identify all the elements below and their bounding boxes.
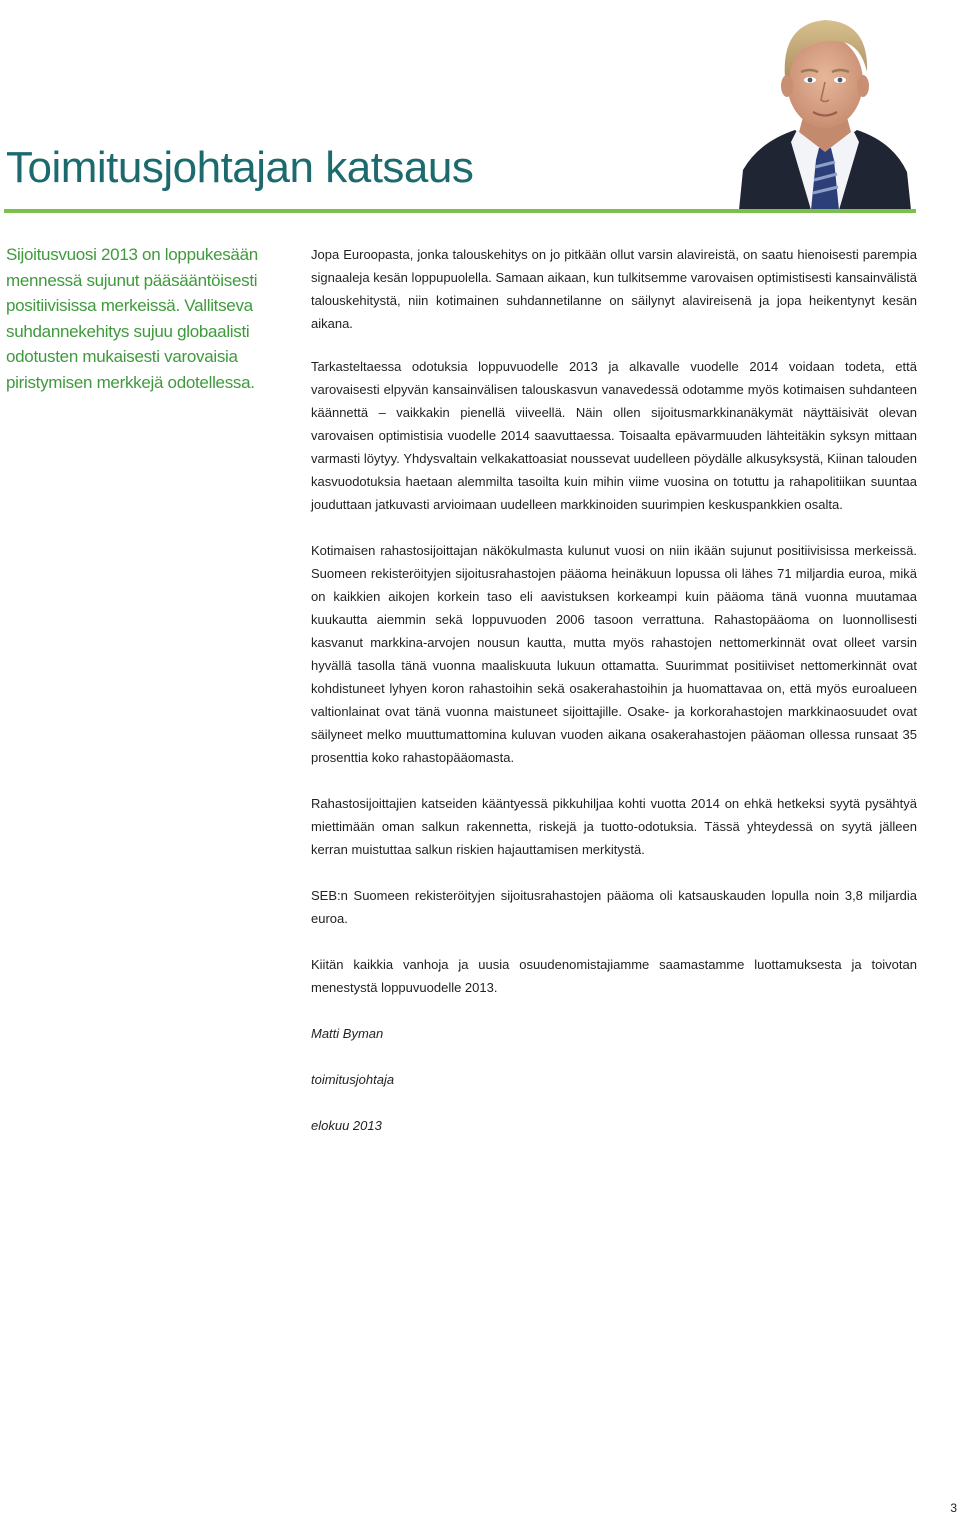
body-paragraph: SEB:n Suomeen rekisteröityjen sijoitusrahastojen pääoma oli katsauskauden lopulla noin 3,8 miljardia euroa. — [311, 888, 917, 926]
body-paragraph: Rahastosijoittajien katseiden kääntyessä pikkuhiljaa kohti vuotta 2014 on ehkä hetkeksi syytä pysähtyä miettimään oman salkun rakennetta, riskejä ja tuotto-odotuksia. Tässä yhteydessä on syytä jälleen kerran muistuttaa salkun riskien hajauttamisen merkitystä. — [311, 796, 917, 857]
signature-name: Matti Byman — [311, 1026, 384, 1041]
signature-role: toimitusjohtaja — [311, 1072, 395, 1087]
header-divider — [4, 209, 916, 213]
article-body — [311, 243, 917, 1160]
lead-quote: Sijoitusvuosi 2013 on loppukesään mennessä sujunut pääsääntöisesti positiivisissa merkeissä. Vallitseva suhdannekehitys sujuu globaalisti odotusten mukaisesti varovaisia piristymisen merkkejä odotellessa. — [6, 245, 258, 392]
page-title: Toimitusjohtajan katsaus — [6, 143, 474, 192]
body-paragraph: Jopa Euroopasta, jonka talouskehitys on jo pitkään ollut varsin alavireistä, on saatu hienoisesti parempia signaaleja kesän loppupuolella. Samaan aikaan, kun tulkitsemme varovaisen optimistisesti kansainvälistä talouskehitystä, niin kotimainen suhdannetilanne on säilynyt alavireisenä ja jopa heikentynyt kesän aikana. — [311, 247, 917, 331]
page-number: 3 — [950, 1501, 957, 1515]
ceo-portrait-image — [739, 2, 911, 210]
body-paragraph: Kotimaisen rahastosijoittajan näkökulmasta kulunut vuosi on niin ikään sujunut positiivisissa merkeissä. Suomeen rekisteröityjen sijoitusrahastojen pääoma heinäkuun lopussa oli lähes 71 miljardia euroa, mikä on kaikkien aikojen korkein taso eli aavistuksen korkeampi kuin pääoma tänä vuonna muutamaa kuukautta aiemmin sekä loppuvuoden 2006 tasoon verrattuna. Rahastopääoma on luonnollisesti kasvanut markkina-arvojen nousun kautta, mutta myös rahastojen nettomerkinnät ovat olleet varsin hyvällä tasolla tänä vuonna maaliskuuta lukuun ottamatta. Suurimmat positiiviset nettomerkinnät ovat kohdistuneet lyhyen koron rahastoihin sekä osakerahastoihin ja huomattavaa on, että myös euroalueen valtionlainat ovat tänä vuonna maistuneet sijoittajille. Osake- ja korkorahastojen markkinaosuudet ovat säilyneet melko muuttumattomina kuluvan vuoden aikana osakerahastojen pääoman ollessa runsaat 35 prosenttia koko rahastopääomasta. — [311, 543, 917, 765]
body-paragraph: Kiitän kaikkia vanhoja ja uusia osuudenomistajiamme saamastamme luottamuksesta ja toivotan menestystä loppuvuodelle 2013. — [311, 957, 917, 995]
signature-date: elokuu 2013 — [311, 1118, 382, 1133]
signature-block — [311, 1022, 917, 1137]
body-paragraph: Tarkasteltaessa odotuksia loppuvuodelle 2013 ja alkavalle vuodelle 2014 voidaan todeta, että varovaisesti elpyvän kansainvälisen talouskasvun vanavedessä odotamme myös kotimaisen suhdanteen käännettä – vaikkakin pienellä viiveellä. Näin ollen sijoitusmarkkinanäkymät näyttäisivät olevan varovaisen optimistisia vuodelle 2014 saavuttaessa. Toisaalta epävarmuuden lähteitäkin syksyn mittaan varmasti löytyy. Yhdysvaltain velkakattoasiat noussevat uudelleen pöydälle alkusyksystä, Kiinan talouden kasvuodotuksia haetaan alemmilta tasoilta kuin mihin viime vuosina on totuttu ja rahapolitiikan suuntaa jouduttaan jatkuvasti arvioimaan uudelleen markkinoiden suurimpien keskuspankkien osalta. — [311, 359, 917, 512]
ceo-portrait-photo — [739, 2, 911, 210]
